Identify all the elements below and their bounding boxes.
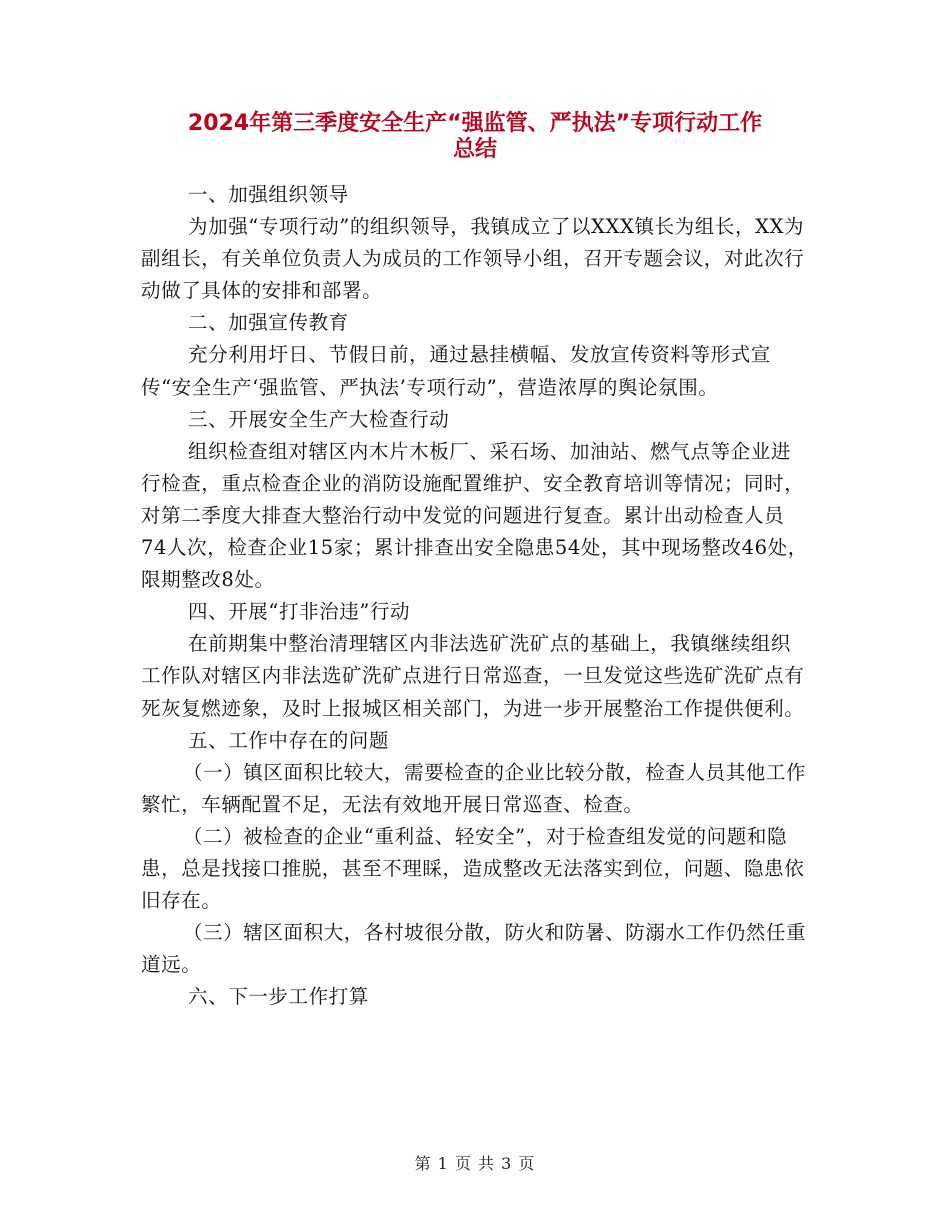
body-paragraph: 为加强“专项行动”的组织领导，我镇成立了以XXX镇长为组长，XX为副组长，有关单位负责人为成员的工作领导小组，召开专题会议，对此次行动做了具体的安排和部署。 (141, 215, 805, 303)
document-title: 2024年第三季度安全生产“强监管、严执法”专项行动工作 (187, 111, 763, 136)
body-paragraph: （三）辖区面积大，各村坡很分散，防火和防暑、防溺水工作仍然任重道远。 (141, 921, 807, 977)
section-heading: 六、下一步工作打算 (188, 985, 369, 1009)
page-footer: 第 1 页 共 3 页 (414, 1154, 536, 1173)
section-heading: 一、加强组织领导 (188, 183, 349, 206)
document-title-continued: 总结 (452, 137, 497, 162)
body-paragraph: 充分利用圩日、节假日前，通过悬挂横幅、发放宣传资料等形式宣传“安全生产‘强监管、严执法’专项行动”，营造浓厚的舆论氛围。 (141, 343, 771, 399)
section-heading: 三、开展安全生产大检查行动 (188, 407, 450, 431)
body-paragraph: 组织检查组对辖区内木片木板厂、采石场、加油站、燃气点等企业进行检查，重点检查企业的消防设施配置维护、安全教育培训等情况；同时，对第二季度大排查大整治行动中发觉的问题进行复查。累计出动检查人员74人次，检查企业15家；累计排查出安全隐患54处，其中现场整改46处，限期整改8处。 (141, 439, 808, 592)
section-heading: 二、加强宣传教育 (188, 311, 349, 335)
section-heading: 五、工作中存在的问题 (188, 728, 390, 752)
body-paragraph: 在前期集中整治清理辖区内非法选矿洗矿点的基础上，我镇继续组织工作队对辖区内非法选矿洗矿点进行日常巡查，一旦发觉这些选矿洗矿点有死灰复燃迹象，及时上报城区相关部门，为进一步开展整治工作提供便利。 (141, 632, 805, 720)
body-paragraph: （一）镇区面积比较大，需要检查的企业比较分散，检查人员其他工作繁忙，车辆配置不足，无法有效地开展日常巡查、检查。 (141, 760, 807, 816)
document-body (141, 179, 809, 1013)
section-heading: 四、开展“打非治违”行动 (188, 600, 411, 624)
body-paragraph: （二）被检查的企业“重利益、轻安全”，对于检查组发觉的问题和隐患，总是找接口推脱，甚至不理睬，造成整改无法落实到位，问题、隐患依旧存在。 (141, 824, 805, 913)
